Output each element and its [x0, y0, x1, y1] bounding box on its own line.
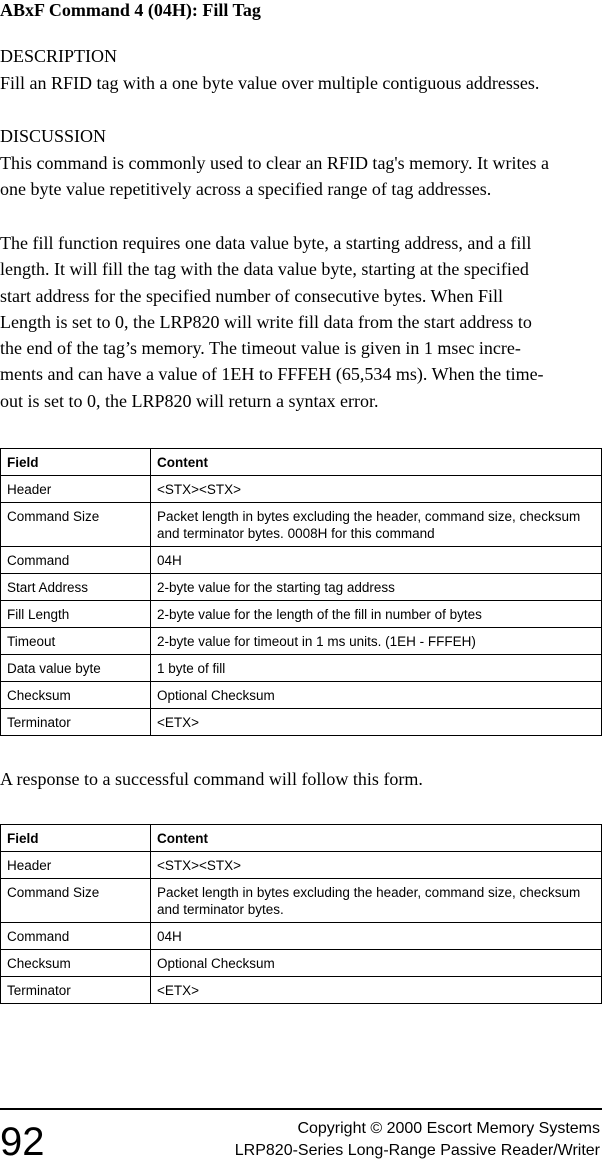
content-cell: 2-byte value for the starting tag address: [151, 574, 602, 601]
table-row: [1, 655, 602, 682]
field-cell: Fill Length: [1, 601, 151, 628]
table-row: [1, 709, 602, 736]
column-header-field: Field: [1, 449, 151, 476]
table-row: [1, 879, 602, 923]
field-cell: Header: [1, 852, 151, 879]
content-cell: 2-byte value for the length of the fill in number of bytes: [151, 601, 602, 628]
table-row: [1, 601, 602, 628]
column-header-content: Content: [151, 449, 602, 476]
page-title: ABxF Command 4 (04H): Fill Tag: [0, 0, 261, 20]
field-cell: Timeout: [1, 628, 151, 655]
table-row: [1, 977, 602, 1004]
discussion-label: DISCUSSION: [0, 126, 107, 146]
description-label: DESCRIPTION: [0, 46, 118, 66]
field-cell: Command: [1, 547, 151, 574]
column-header-content: Content: [151, 825, 602, 852]
content-cell: Optional Checksum: [151, 682, 602, 709]
field-cell: Header: [1, 476, 151, 503]
content-cell: <STX><STX>: [151, 852, 602, 879]
footer-text: [235, 1118, 600, 1162]
field-cell: Terminator: [1, 709, 151, 736]
field-cell: Command Size: [1, 879, 151, 923]
table-row: [1, 547, 602, 574]
description-text: Fill an RFID tag with a one byte value over multiple contiguous addresses.: [0, 73, 540, 93]
content-cell: 1 byte of fill: [151, 655, 602, 682]
field-cell: Data value byte: [1, 655, 151, 682]
discussion-text: This command is commonly used to clear an RFID tag's memory. It writes a one byte value repetitively across a specified range of tag addresses.: [0, 153, 549, 200]
table-row: [1, 503, 602, 547]
table-row: [1, 852, 602, 879]
copyright-line: Copyright © 2000 Escort Memory Systems: [297, 1120, 600, 1137]
content-cell: <STX><STX>: [151, 476, 602, 503]
content-cell: <ETX>: [151, 709, 602, 736]
table-row: [1, 476, 602, 503]
table-row: [1, 950, 602, 977]
content-cell: Packet length in bytes excluding the header, command size, checksum and terminator bytes.: [151, 879, 602, 923]
table-row: [1, 628, 602, 655]
response-intro: A response to a successful command will follow this form.: [0, 769, 423, 789]
content-cell: 04H: [151, 547, 602, 574]
command-table: [0, 448, 602, 736]
field-cell: Checksum: [1, 682, 151, 709]
field-cell: Start Address: [1, 574, 151, 601]
content-cell: <ETX>: [151, 977, 602, 1004]
content-cell: Packet length in bytes excluding the header, command size, checksum and terminator bytes. 0008H for this command: [151, 503, 602, 547]
column-header-field: Field: [1, 825, 151, 852]
table-header-row: [1, 825, 602, 852]
page-number: 92: [0, 1120, 45, 1164]
content-cell: Optional Checksum: [151, 950, 602, 977]
product-line: LRP820-Series Long-Range Passive Reader/Writer: [234, 1142, 600, 1159]
table-row: [1, 923, 602, 950]
table-row: [1, 682, 602, 709]
field-cell: Checksum: [1, 950, 151, 977]
table-row: [1, 574, 602, 601]
footer-divider: [0, 1108, 602, 1110]
field-cell: Command: [1, 923, 151, 950]
field-cell: Command Size: [1, 503, 151, 547]
discussion-text-2: The fill function requires one data value byte, a starting address, and a fill length. It will fill the tag with the data value byte, starting at the specified start address for the specified number of consecutive bytes. When Fill Length is set to 0, the LRP820 will write fill data from the start address to the end of the tag’s memory. The timeout value is given in 1 msec incre- ments and can have a value of 1EH to FFFEH (65,534 ms). When the time- out is set to 0, the LRP820 will return a syntax error.: [0, 233, 544, 411]
content-cell: 04H: [151, 923, 602, 950]
field-cell: Terminator: [1, 977, 151, 1004]
table-header-row: [1, 449, 602, 476]
response-table: [0, 824, 602, 1004]
content-cell: 2-byte value for timeout in 1 ms units. (1EH - FFFEH): [151, 628, 602, 655]
